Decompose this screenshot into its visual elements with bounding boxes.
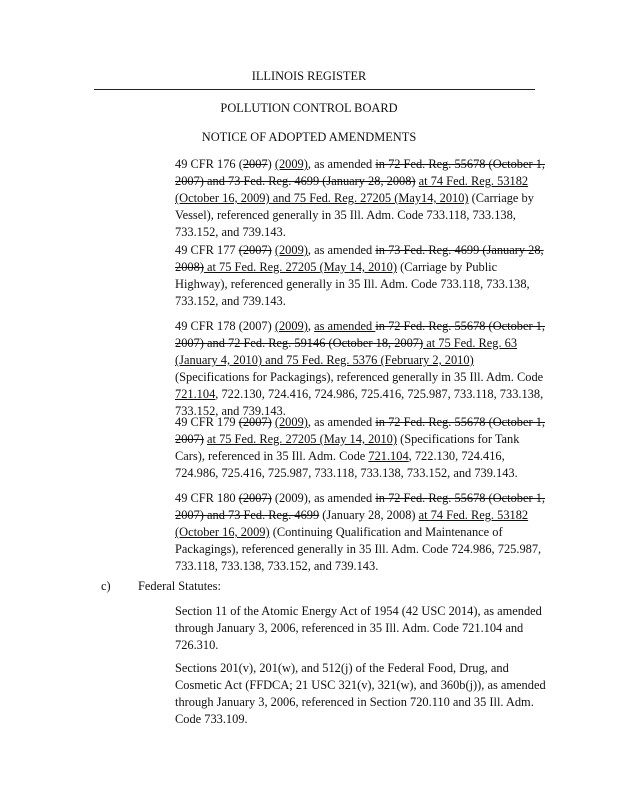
text-line: 733.152, and 739.143. xyxy=(175,294,286,308)
text-line xyxy=(175,335,550,352)
text-run: , xyxy=(307,319,315,333)
text-run: 49 CFR 178 (2007) xyxy=(175,319,275,333)
deleted-text: in 72 Fed. Reg. 55678 (October 1, xyxy=(375,157,545,171)
text-line xyxy=(175,259,550,276)
text-run: Cars), referenced in 35 Ill. Adm. Code xyxy=(175,449,369,463)
cfr-179-paragraph xyxy=(175,414,550,482)
text-line xyxy=(175,414,550,431)
inserted-text: as amended xyxy=(314,319,376,333)
text-line: 733.152, and 739.143. xyxy=(175,404,286,418)
text-line: Code 733.109. xyxy=(175,712,248,726)
text-line xyxy=(175,507,550,524)
inserted-text: at 75 Fed. Reg. 27205 (May 14, 2010) xyxy=(207,432,397,446)
inserted-text: at 74 Fed. Reg. 53182 xyxy=(418,508,529,522)
text-line: Vessel), referenced generally in 35 Ill. Adm. Code 733.118, 733.138, xyxy=(175,208,516,222)
deleted-text: 2008) xyxy=(175,260,204,274)
inserted-text: at 74 Fed. Reg. 53182 xyxy=(418,174,529,188)
text-line xyxy=(175,352,550,369)
deleted-text: 2007) and 73 Fed. Reg. 4699 xyxy=(175,508,320,522)
deleted-text: 2007 xyxy=(242,157,268,171)
text-line: Cosmetic Act (FFDCA; 21 USC 321(v), 321(w), and 360b(j)), as amended xyxy=(175,678,546,692)
text-run: , as amended xyxy=(307,243,376,257)
deleted-text: 2007) xyxy=(175,432,204,446)
inserted-text: (January 4, 2010) and 75 Fed. Reg. 5376 (February 2, 2010) xyxy=(175,353,474,367)
text-run: (January 28, 2008) xyxy=(319,508,419,522)
text-line: Highway), referenced generally in 35 Ill. Adm. Code 733.118, 733.138, xyxy=(175,277,530,291)
text-line xyxy=(175,431,550,448)
text-line xyxy=(175,190,550,207)
deleted-text: (2007) xyxy=(238,243,272,257)
text-line: Section 11 of the Atomic Energy Act of 1954 (42 USC 2014), as amended xyxy=(175,604,542,618)
inserted-text: (2009) xyxy=(274,319,308,333)
text-line: 726.310. xyxy=(175,638,219,652)
text-run: , as amended xyxy=(307,415,376,429)
cfr-177-paragraph xyxy=(175,242,550,310)
deleted-text: in 72 Fed. Reg. 55678 (October 1, xyxy=(375,319,545,333)
text-line xyxy=(175,524,550,541)
section-c-title: Federal Statutes: xyxy=(138,579,221,593)
text-run: (2009), as amended xyxy=(271,491,376,505)
text-run: 49 CFR 176 ( xyxy=(175,157,243,171)
text-line: Sections 201(v), 201(w), and 512(j) of the Federal Food, Drug, and xyxy=(175,661,509,675)
text-line: 733.152, and 739.143. xyxy=(175,225,286,239)
deleted-text: in 72 Fed. Reg. 55678 (October 1, xyxy=(375,415,546,429)
deleted-text: in 73 Fed. Reg. 4699 (January 28, xyxy=(375,243,544,257)
text-run: 49 CFR 179 xyxy=(175,415,239,429)
deleted-text: in 72 Fed. Reg. 55678 (October 1, xyxy=(375,491,545,505)
text-run: (Specifications for Tank xyxy=(397,432,520,446)
cfr-178-paragraph xyxy=(175,318,550,420)
text-run: , 722.130, 724.416, 724.986, 725.416, 725.987, 733.118, 733.138, xyxy=(215,387,544,401)
text-line xyxy=(175,173,550,190)
deleted-text: (2007) xyxy=(238,415,272,429)
notice-header: NOTICE OF ADOPTED AMENDMENTS xyxy=(201,130,417,144)
deleted-text: (2007) xyxy=(238,491,272,505)
text-line xyxy=(175,318,550,335)
section-c-marker: c) xyxy=(101,579,111,593)
register-header: ILLINOIS REGISTER xyxy=(251,69,367,83)
deleted-text: 2007) and 73 Fed. Reg. 4699 (January 28, 2008) xyxy=(175,174,416,188)
text-line: through January 3, 2006, referenced in 35 Ill. Adm. Code 721.104 and xyxy=(175,621,524,635)
text-run: 49 CFR 177 xyxy=(175,243,239,257)
cfr-180-paragraph xyxy=(175,490,550,575)
text-run: (Carriage by Public xyxy=(397,260,498,274)
header-rule xyxy=(94,89,535,90)
text-line: through January 3, 2006, referenced in Section 720.110 and 35 Ill. Adm. xyxy=(175,695,534,709)
text-run: ) xyxy=(267,157,275,171)
inserted-text: (2009) xyxy=(274,415,308,429)
inserted-text: at 75 Fed. Reg. 63 xyxy=(423,336,518,350)
text-line: Packagings), referenced generally in 35 Ill. Adm. Code 724.986, 725.987, xyxy=(175,542,542,556)
text-line xyxy=(175,448,550,465)
inserted-text: 721.104 xyxy=(175,387,216,401)
text-run: (Carriage by xyxy=(468,191,534,205)
text-run: 49 CFR 180 xyxy=(175,491,239,505)
text-line: (Specifications for Packagings), referenced generally in 35 Ill. Adm. Code xyxy=(175,370,544,384)
cfr-176-paragraph xyxy=(175,156,550,241)
text-line: 733.118, 733.138, 733.152, and 739.143. xyxy=(175,559,379,573)
inserted-text: (October 16, 2009) and 75 Fed. Reg. 27205 (May14, 2010) xyxy=(175,191,469,205)
inserted-text: (2009) xyxy=(274,243,308,257)
inserted-text: (October 16, 2009) xyxy=(175,525,270,539)
text-line xyxy=(175,242,550,259)
text-line xyxy=(175,490,550,507)
atomic-energy-act-paragraph xyxy=(175,603,550,654)
inserted-text: (2009) xyxy=(274,157,308,171)
deleted-text: 2007) and 72 Fed. Reg. 59146 (October 18, 2007) xyxy=(175,336,424,350)
text-run: , 722.130, 724.416, xyxy=(408,449,505,463)
agency-header: POLLUTION CONTROL BOARD xyxy=(220,101,398,115)
text-line xyxy=(175,156,550,173)
text-run: , as amended xyxy=(307,157,376,171)
ffdca-paragraph xyxy=(175,660,550,728)
text-line xyxy=(175,386,550,403)
inserted-text: at 75 Fed. Reg. 27205 (May 14, 2010) xyxy=(203,260,397,274)
text-run: (Continuing Qualification and Maintenance of xyxy=(269,525,503,539)
text-line: 724.986, 725.416, 725.987, 733.118, 733.138, 733.152, and 739.143. xyxy=(175,466,518,480)
inserted-text: 721.104 xyxy=(368,449,409,463)
